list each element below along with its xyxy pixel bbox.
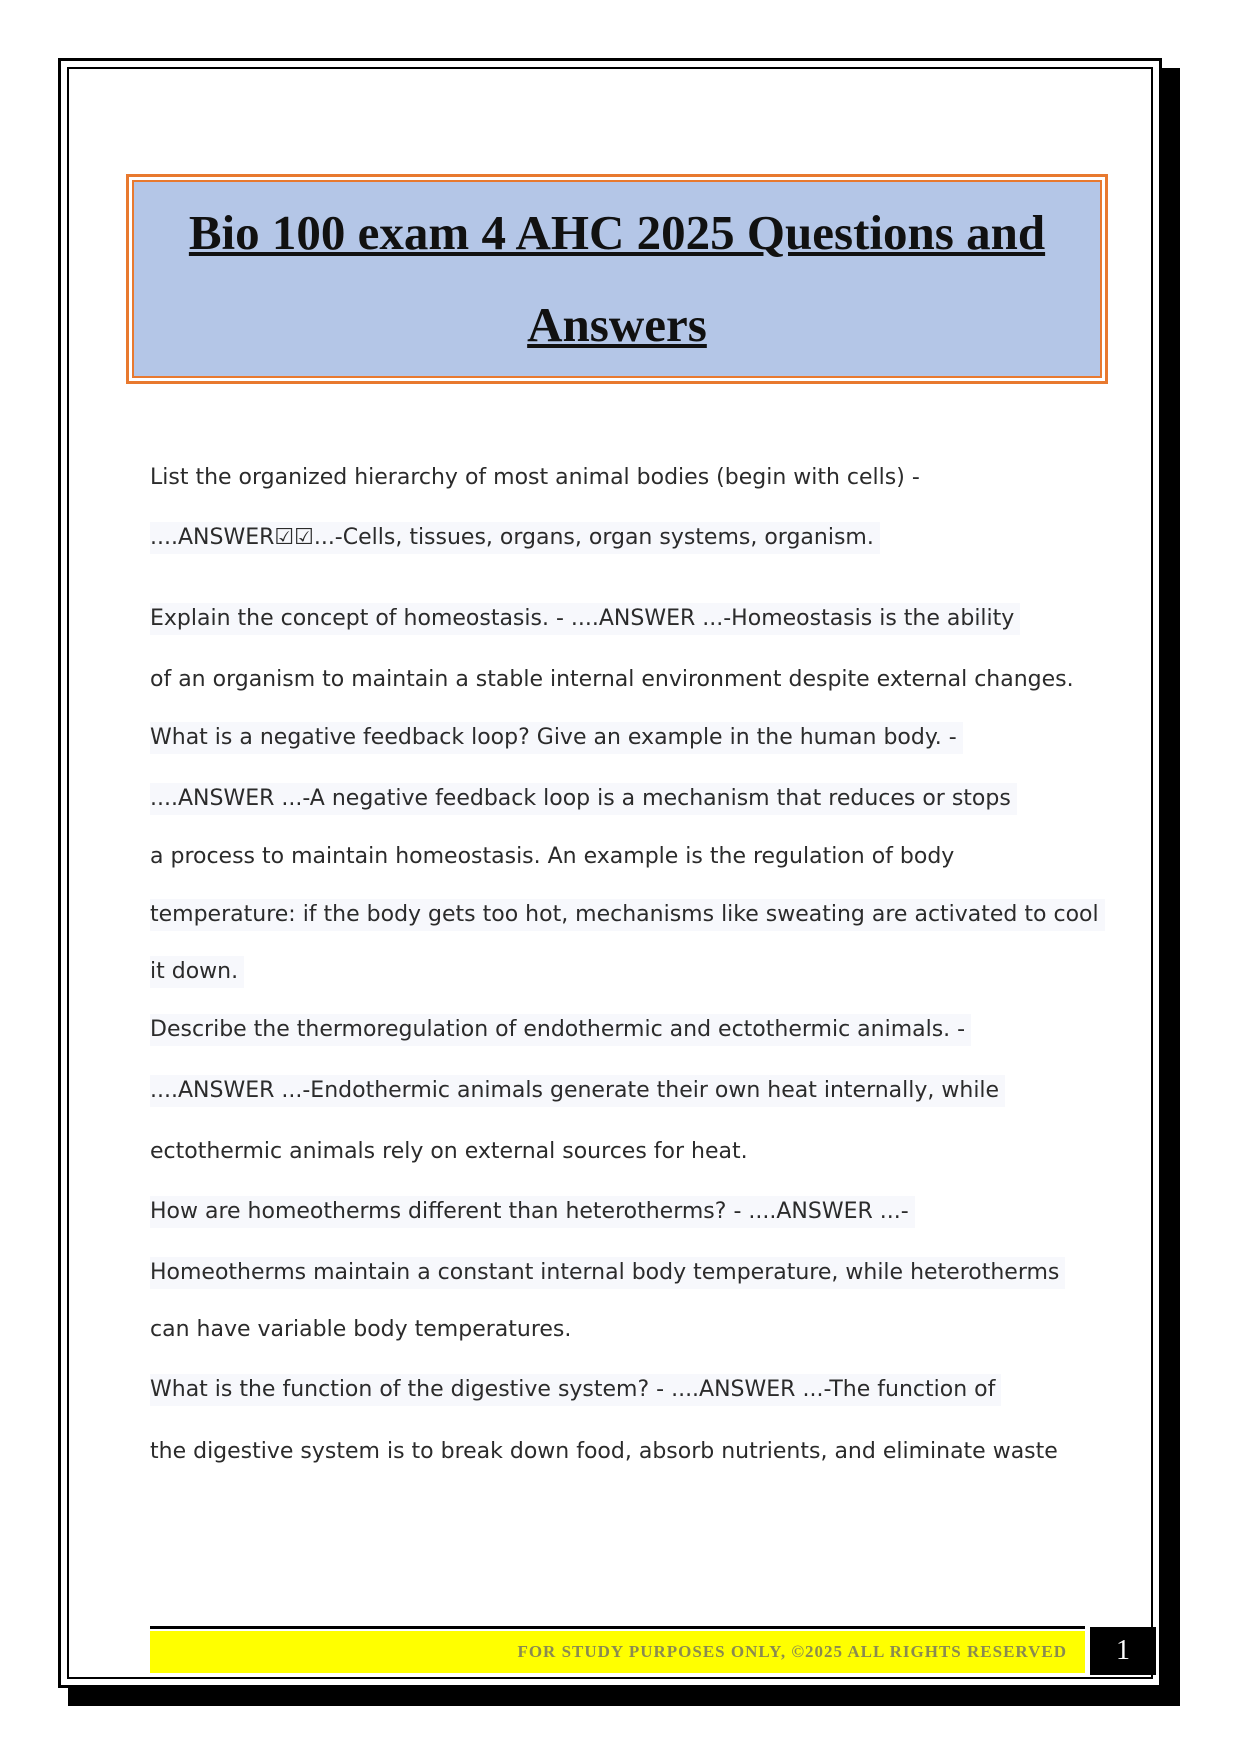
text-line: it down.	[150, 956, 244, 988]
title-box	[126, 174, 1108, 384]
text-line: List the organized hierarchy of most animal bodies (begin with cells) -	[150, 465, 920, 490]
text-line: Describe the thermoregulation of endothermic and ectothermic animals. -	[150, 1014, 971, 1046]
page-number: 1	[1090, 1627, 1156, 1675]
page-title-line-1: Bio 100 exam 4 AHC 2025 Questions and	[188, 205, 1046, 260]
text-line: temperature: if the body gets too hot, mechanisms like sweating are activated to cool	[150, 899, 1105, 931]
text-line: What is the function of the digestive system? - ....ANSWER ...-The function of	[150, 1374, 1001, 1406]
text-line: can have variable body temperatures.	[150, 1317, 572, 1342]
text-line: the digestive system is to break down food, absorb nutrients, and eliminate waste	[150, 1439, 1058, 1464]
text-line: ....ANSWER ...-Endothermic animals generate their own heat internally, while	[150, 1075, 1005, 1107]
text-line: ....ANSWER ...-A negative feedback loop is a mechanism that reduces or stops	[150, 783, 1017, 815]
footer-bar	[150, 1631, 1085, 1673]
title-panel	[132, 180, 1102, 378]
text-line: ....ANSWER☑☑...-Cells, tissues, organs, organ systems, organism.	[150, 522, 880, 554]
text-line: ectothermic animals rely on external sources for heat.	[150, 1139, 748, 1164]
text-line: Explain the concept of homeostasis. - ....ANSWER ...-Homeostasis is the ability	[150, 603, 1020, 635]
footer-notice: FOR STUDY PURPOSES ONLY, ©2025 ALL RIGHTS RESERVED	[517, 1642, 1067, 1661]
text-line: How are homeotherms different than heterotherms? - ....ANSWER ...-	[150, 1196, 915, 1228]
page-title-line-2: Answers	[527, 297, 707, 352]
text-line: of an organism to maintain a stable internal environment despite external changes.	[150, 667, 1074, 692]
text-line: a process to maintain homeostasis. An example is the regulation of body	[150, 844, 955, 869]
text-line: Homeotherms maintain a constant internal body temperature, while heterotherms	[150, 1257, 1065, 1289]
footer-rule	[150, 1626, 1085, 1629]
text-line: What is a negative feedback loop? Give an example in the human body. -	[150, 722, 963, 754]
